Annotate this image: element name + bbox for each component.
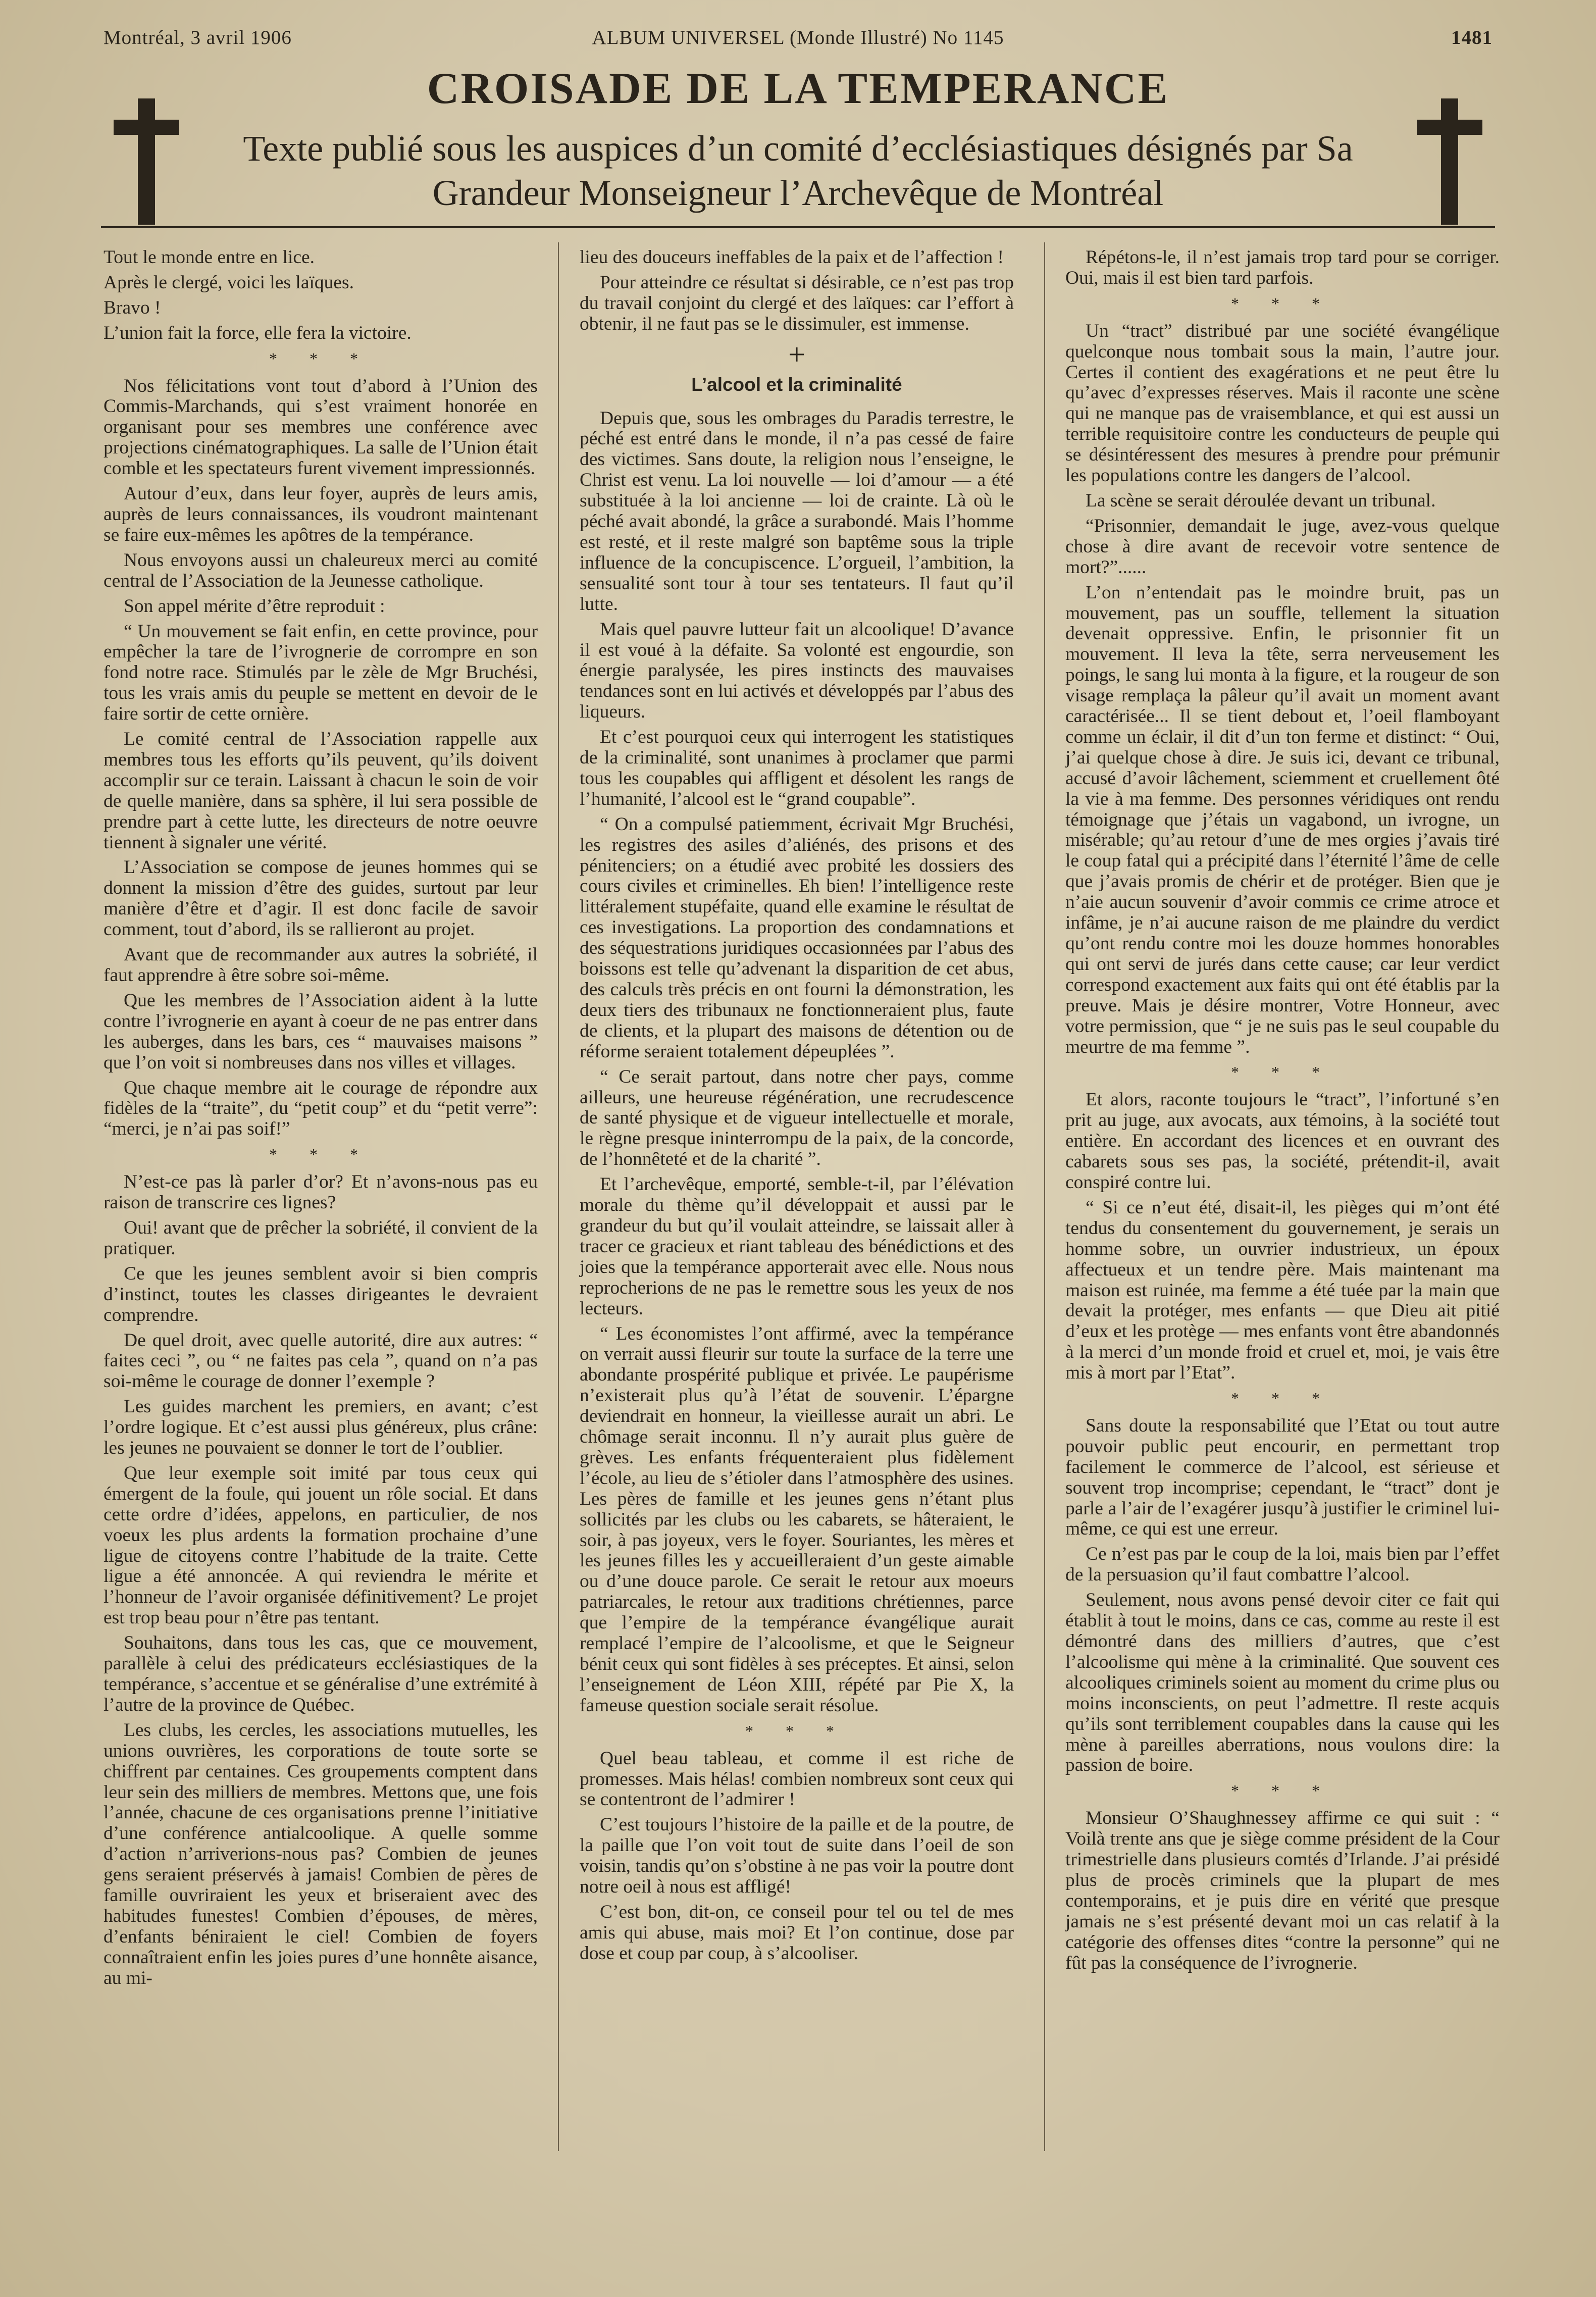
paragraph: “ Un mouvement se fait enfin, en cette province, pour empêcher la tare de l’ivrognerie de corrompre en son fond notre race. Stimulés par le zèle de Mgr Bruchési, tous les vrais amis du peuple se mettent en devoir de le faire sortir de cette ornière.: [104, 621, 538, 725]
paragraph: Nos félicitations vont tout d’abord à l’Union des Commis-Marchands, qui s’est vraiment honorée en organisant pour ses membres une conférence avec projections cinématographiques. La salle de l’Union était comble et les spectateurs furent vivement impressionnés.: [104, 375, 538, 479]
paragraph: Et alors, raconte toujours le “tract”, l’infortuné s’en prit au juge, aux avocats, aux témoins, à la société tout entière. En accordant des licences et en ouvrant des cabarets sous ses pas, la société, prétendit-il, avait conspiré contre lui.: [1065, 1089, 1500, 1193]
paragraph: Monsieur O’Shaughnessey affirme ce qui suit : “ Voilà trente ans que je siège comme président de la Cour trimestrielle dans plusieurs comtés d’Irlande. J’ai présidé plus de procès criminels que la plupart de mes contemporains, et je puis dire en vérité que presque jamais ne s’est présenté devant moi un cas relatif à la catégorie des offenses dites “contre la personne” qui ne fût pas la conséquence de l’ivrognerie.: [1065, 1808, 1500, 1973]
paragraph: Quel beau tableau, et comme il est riche de promesses. Mais hélas! combien nombreux sont ceux qui se contentront de l’admirer !: [580, 1748, 1014, 1810]
column-divider: [558, 242, 559, 2151]
paragraph: Depuis que, sous les ombrages du Paradis terrestre, le péché est entré dans le monde, il n’a pas cessé de faire des victimes. Sans doute, la religion nous l’enseigne, le Christ est venu. La loi nouvelle — loi d’amour — a été substituée à la loi ancienne — loi de crainte. Là où le péché avait abondé, la grâce a surabondé. Mais l’homme est resté, et il reste malgré son baptême sous la triple influence de la concupiscence. L’orgueil, l’ambition, la sensualité sont tour à tour ses tentateurs. Il faut qu’il lutte.: [580, 407, 1014, 615]
paragraph: Souhaitons, dans tous les cas, que ce mouvement, parallèle à celui des prédicateurs ecclésiastiques de la tempérance, s’accentue et se généralise d’une extrémité à l’autre de la province de Québec.: [104, 1632, 538, 1715]
column-3: [1065, 247, 1500, 1978]
paragraph: Les clubs, les cercles, les associations mutuelles, les unions ouvrières, les corporations de toute sorte se chiffrent par centaines. Ces groupements comptent dans leur sein des milliers de membres. Mettons que, une fois l’année, chacune de ces organisations prenne l’initiative d’une conférence antialcoolique. A quelle somme d’action n’arriverions-nous pas? Combien de jeunes gens seraient préservés à jamais! Combien de pères de famille ouvriraient les yeux et briseraient avec des habitudes funestes! Combien d’épouses, de mères, d’enfants béniraient le ciel! Combien de foyers connaîtraient enfin les joies pures d’une honnête aisance, au mi-: [104, 1719, 538, 1988]
paragraph: “ Ce serait partout, dans notre cher pays, comme ailleurs, une heureuse régénération, une recrudescence de santé physique et de vigueur intellectuelle et morale, le règne presque ininterrompu de la paix, de la concorde, de l’honnêteté et de la charité ”.: [580, 1066, 1014, 1170]
paragraph: Mais quel pauvre lutteur fait un alcoolique! D’avance il est voué à la défaite. Sa volonté est engourdie, son énergie paralysée, les pires instincts des mauvaises tendances sont en lui activés et développés par l’abus des liqueurs.: [580, 619, 1014, 723]
section-separator: * * *: [1231, 294, 1334, 313]
section-separator: * * *: [1231, 1063, 1334, 1082]
paragraph: “Prisonnier, demandait le juge, avez-vous quelque chose à dire avant de recevoir votre sentence de mort?”......: [1065, 515, 1500, 578]
paragraph: De quel droit, avec quelle autorité, dire aux autres: “ faites ceci ”, ou “ ne faites pas cela ”, quand on n’a pas soi-même le courage de donner l’exemple ?: [104, 1330, 538, 1392]
cross-icon: [1417, 98, 1482, 225]
paragraph: “ Les économistes l’ont affirmé, avec la tempérance on verrait aussi fleurir sur toute la surface de la terre une abondante prospérité publique et privée. Le paupérisme n’existerait plus qu’à l’état de souvenir. L’épargne deviendrait en honneur, la vieillesse aurait un abri. Le chômage serait inconnu. Il n’y aurait plus guère de grèves. Les enfants fréquenteraient plus fidèlement l’école, au lieu de s’étioler dans l’atmosphère des usines. Les pères de famille et les jeunes gens n’étant plus sollicités par les clubs ou les cabarets, se hâteraient, le soir, à pas joyeux, vers le foyer. Souriantes, les mères et les jeunes filles les y accueilleraient d’un geste aimable ou d’une douce parole. Ce serait le retour aux moeurs patriarcales, le retour aux traditions chrétiennes, parce que l’empire de la tempérance évangélique aurait remplacé l’empire de l’alcoolisme, et que le Seigneur bénit ceux qui sont fidèles à ses préceptes. Et ainsi, selon l’enseignement de Léon XIII, répété par Pie X, la fameuse question sociale serait résolue.: [580, 1323, 1014, 1716]
section-heading: L’alcool et la criminalité: [691, 374, 902, 395]
cross-icon: [114, 98, 179, 225]
paragraph: Les guides marchent les premiers, en avant; c’est l’ordre logique. Et c’est aussi plus généreux, plus crâne: les jeunes ne pouvaient se donner le tort de l’oublier.: [104, 1396, 538, 1459]
section-separator: * * *: [1231, 1389, 1334, 1408]
paragraph: “ On a compulsé patiemment, écrivait Mgr Bruchési, les registres des asiles d’aliénés, des prisons et des pénitenciers; on a étudié avec probité les dossiers des cours civiles et criminelles. Eh bien! l’intelligence reste littéralement stupéfaite, quand elle examine le résultat de ces investigations. La proportion des condamnations et des séquestrations juridiques occasionnées par l’abus des boissons est telle qu’advenant la disparition de cet abus, des calculs très précis en ont fourni la démonstration, les deux tiers des tribunaux ne fonctionneraient plus, faute de clients, et la plupart des maisons de détention ou de réforme seraient totalement dépeuplées ”.: [580, 813, 1014, 1062]
section-separator: +: [788, 337, 805, 371]
article-subtitle: Texte publié sous les auspices d’un comité d’ecclésiastiques désignés par Sa Grandeur Monseigneur l’Archevêque de Montréal: [243, 128, 1353, 213]
paragraph: N’est-ce pas là parler d’or? Et n’avons-nous pas eu raison de transcrire ces lignes?: [104, 1171, 538, 1213]
paragraph: Le comité central de l’Association rappelle aux membres tous les efforts qu’ils peuvent, qu’ils doivent accomplir sur ce terain. Laissant à chacun le soin de voir de quelle manière, dans sa sphère, il lui sera possible de prendre part à cette lutte, les directeurs de notre oeuvre tiennent à signaler une vérité.: [104, 729, 538, 853]
header-divider: [101, 226, 1495, 228]
paragraph: L’union fait la force, elle fera la victoire.: [104, 322, 411, 343]
paragraph: Pour atteindre ce résultat si désirable, ce n’est pas trop du travail conjoint du clergé et des laïques: car l’effort à obtenir, il ne faut pas se le dissimuler, est immense.: [580, 272, 1014, 334]
paragraph: L’on n’entendait pas le moindre bruit, pas un mouvement, pas un souffle, tellement la situation devenait oppressive. Enfin, le prisonnier fit un mouvement. Il leva la tête, serra nerveusement les poings, le sang lui monta à la figure, et la rougeur de son visage remplaça la pâleur qu’il avait un moment avant caractérisée... Il se tient debout et, l’oeil flamboyant comme un éclair, il dit d’un ton ferme et distinct: “ Oui, j’ai quelque chose à dire. Je suis ici, devant ce tribunal, accusé d’avoir lâchement, sciemment et cruellement ôté la vie à ma femme. Des personnes véridiques ont rendu témoignage que j’étais un vagabond, un ivrogne, un misérable; qu’au retour d’une de mes orgies j’avais tiré le coup fatal qui a précipité dans l’éternité l’âme de celle que j’avais promis de chérir et de protéger. Bien que je n’aie aucun souvenir d’avoir commis ce crime atroce et infâme, je n’ai aucune raison de me plaindre du verdict qu’ont rendu contre moi les douze hommes honorables qui ont servi de jurés dans cette cause; car leur verdict correspond exactement aux faits qui ont été établis par la preuve. Mais je désire montrer, Votre Honneur, avec votre permission, que “ je ne suis pas le seul coupable du meurtre de ma femme ”.: [1065, 582, 1500, 1057]
paragraph: Sans doute la responsabilité que l’Etat ou tout autre pouvoir public peut encourir, en permettant trop facilement le commerce de l’alcool, est sérieuse et souvent trop incomprise; cependant, le “tract” dont je parle a l’air de l’exagérer jusqu’à justifier le criminel lui-même, ce qui est une erreur.: [1065, 1415, 1500, 1540]
header-page-number: 1481: [1451, 27, 1492, 48]
paragraph: Bravo !: [104, 297, 161, 318]
paragraph: lieu des douceurs ineffables de la paix et de l’affection !: [580, 247, 1004, 268]
paragraph: Ce n’est pas par le coup de la loi, mais bien par l’effet de la persuasion qu’il faut combattre l’alcool.: [1065, 1544, 1500, 1586]
paragraph: Son appel mérite d’être reproduit :: [124, 595, 385, 617]
paragraph: Avant que de recommander aux autres la sobriété, il faut apprendre à être sobre soi-même.: [104, 944, 538, 986]
section-separator: * * *: [269, 1145, 372, 1164]
header-publication: ALBUM UNIVERSEL (Monde Illustré) No 1145: [592, 27, 1004, 48]
column-divider: [1044, 242, 1045, 2151]
section-separator: * * *: [269, 349, 372, 368]
paragraph: Seulement, nous avons pensé devoir citer ce fait qui établit à tout le moins, dans ce cas, comme au reste il est démontré dans des milliers d’autres, que c’est l’alcoolisme qui mène à la criminalité. Que souvent ces alcooliques criminels soient au moment du crime plus ou moins inconscients, on peut l’admettre. Il reste acquis qu’ils sont terriblement coupables dans la cause qui les mène à pareilles aberrations, nous voulons dire: la passion de boire.: [1065, 1590, 1500, 1776]
paragraph: Que chaque membre ait le courage de répondre aux fidèles de la “traite”, du “petit coup” et du “petit verre”: “merci, je n’ai pas soif!”: [104, 1077, 538, 1140]
paragraph: Et c’est pourquoi ceux qui interrogent les statistiques de la criminalité, sont unanimes à proclamer que parmi tous les coupables qui affligent et désolent les rangs de l’humanité, l’alcool est le “grand coupable”.: [580, 727, 1014, 809]
article-title: CROISADE DE LA TEMPERANCE: [427, 64, 1169, 113]
paragraph: Oui! avant que de prêcher la sobriété, il convient de la pratiquer.: [104, 1217, 538, 1259]
header-date: Montréal, 3 avril 1906: [104, 27, 292, 48]
paragraph: Tout le monde entre en lice.: [104, 247, 315, 268]
paragraph: L’Association se compose de jeunes hommes qui se donnent la mission d’être des guides, surtout par leur manière d’être et d’agir. Il est donc facile de savoir comment, tout d’abord, ils se rallieront au projet.: [104, 857, 538, 940]
paragraph: Que les membres de l’Association aident à la lutte contre l’ivrognerie en ayant à coeur de ne pas entrer dans les auberges, dans les bars, ces “ mauvaises maisons ” que l’on voit si nombreuses dans nos villes et villages.: [104, 990, 538, 1073]
paragraph: La scène se serait déroulée devant un tribunal.: [1086, 490, 1436, 511]
paragraph: Autour d’eux, dans leur foyer, auprès de leurs amis, auprès de leurs connaissances, ils voudront maintenant se faire eux-mêmes les apôtres de la tempérance.: [104, 483, 538, 545]
paragraph: “ Si ce n’eut été, disait-il, les pièges qui m’ont été tendus du consentement du gouvernement, je serais un homme sobre, un ouvrier industrieux, un époux affectueux et un tendre père. Mais maintenant ma maison est ruinée, ma femme a été tuée par la main que devait la protéger, mes enfants — que Dieu ait pitié d’eux et les protège — mes enfants vont être abandonnés à la merci d’un monde froid et cruel et, moi, je vais être mis à mort par l’Etat”.: [1065, 1197, 1500, 1384]
column-1: [104, 247, 538, 1994]
section-separator: * * *: [745, 1721, 848, 1740]
section-separator: * * *: [1231, 1781, 1334, 1800]
column-2: [580, 247, 1014, 1969]
paragraph: Après le clergé, voici les laïques.: [104, 272, 354, 293]
running-header: [104, 26, 1492, 57]
paragraph: Que leur exemple soit imité par tous ceux qui émergent de la foule, qui jouent un rôle social. Et dans cette ordre d’idées, appelons, en particulier, de nos voeux les plus ardents la formation prochaine d’une ligue de citoyens contre l’habitude de la traite. Cette ligue a été annoncée. A qui reviendra le mérite et l’honneur de l’avoir organisée définitivement? Le projet est trop beau pour n’être pas tentant.: [104, 1462, 538, 1628]
paragraph: C’est toujours l’histoire de la paille et de la poutre, de la paille que l’on voit tout de suite dans l’oeil de son voisin, tandis qu’on s’obstine à ne pas voir la poutre dont notre oeil à nous est affligé!: [580, 1814, 1014, 1898]
article-banner: [104, 63, 1492, 225]
paragraph: Ce que les jeunes semblent avoir si bien compris d’instinct, toutes les classes dirigeantes le devraient comprendre.: [104, 1263, 538, 1325]
paragraph: Un “tract” distribué par une société évangélique quelconque nous tombait sous la main, l’autre jour. Certes il contient des exagérations et ne peut être lu qu’avec d’expresses réserves. Mais il raconte une scène qui ne manque pas de vraisemblance, et qui est aussi un terrible requisitoire contre les conducteurs de peuple qui se désintéressent des mesures à prendre pour prémunir les populations contre les dangers de l’alcool.: [1065, 320, 1500, 486]
paragraph: Répétons-le, il n’est jamais trop tard pour se corriger. Oui, mais il est bien tard parfois.: [1065, 247, 1500, 288]
paragraph: C’est bon, dit-on, ce conseil pour tel ou tel de mes amis qui abuse, mais moi? Et l’on continue, dose par dose et coup par coup, à s’alcooliser.: [580, 1901, 1014, 1964]
paragraph: Et l’archevêque, emporté, semble-t-il, par l’élévation morale du thème qu’il développait et aussi par le grandeur du but qu’il voulait atteindre, se laissait aller à tracer ce gracieux et riant tableau des bénédictions et des joies que la tempérance apporterait avec elle. Nous nous reprocherions de ne pas le remettre sous les yeux de nos lecteurs.: [580, 1174, 1014, 1319]
paragraph: Nous envoyons aussi un chaleureux merci au comité central de l’Association de la Jeunesse catholique.: [104, 549, 538, 591]
